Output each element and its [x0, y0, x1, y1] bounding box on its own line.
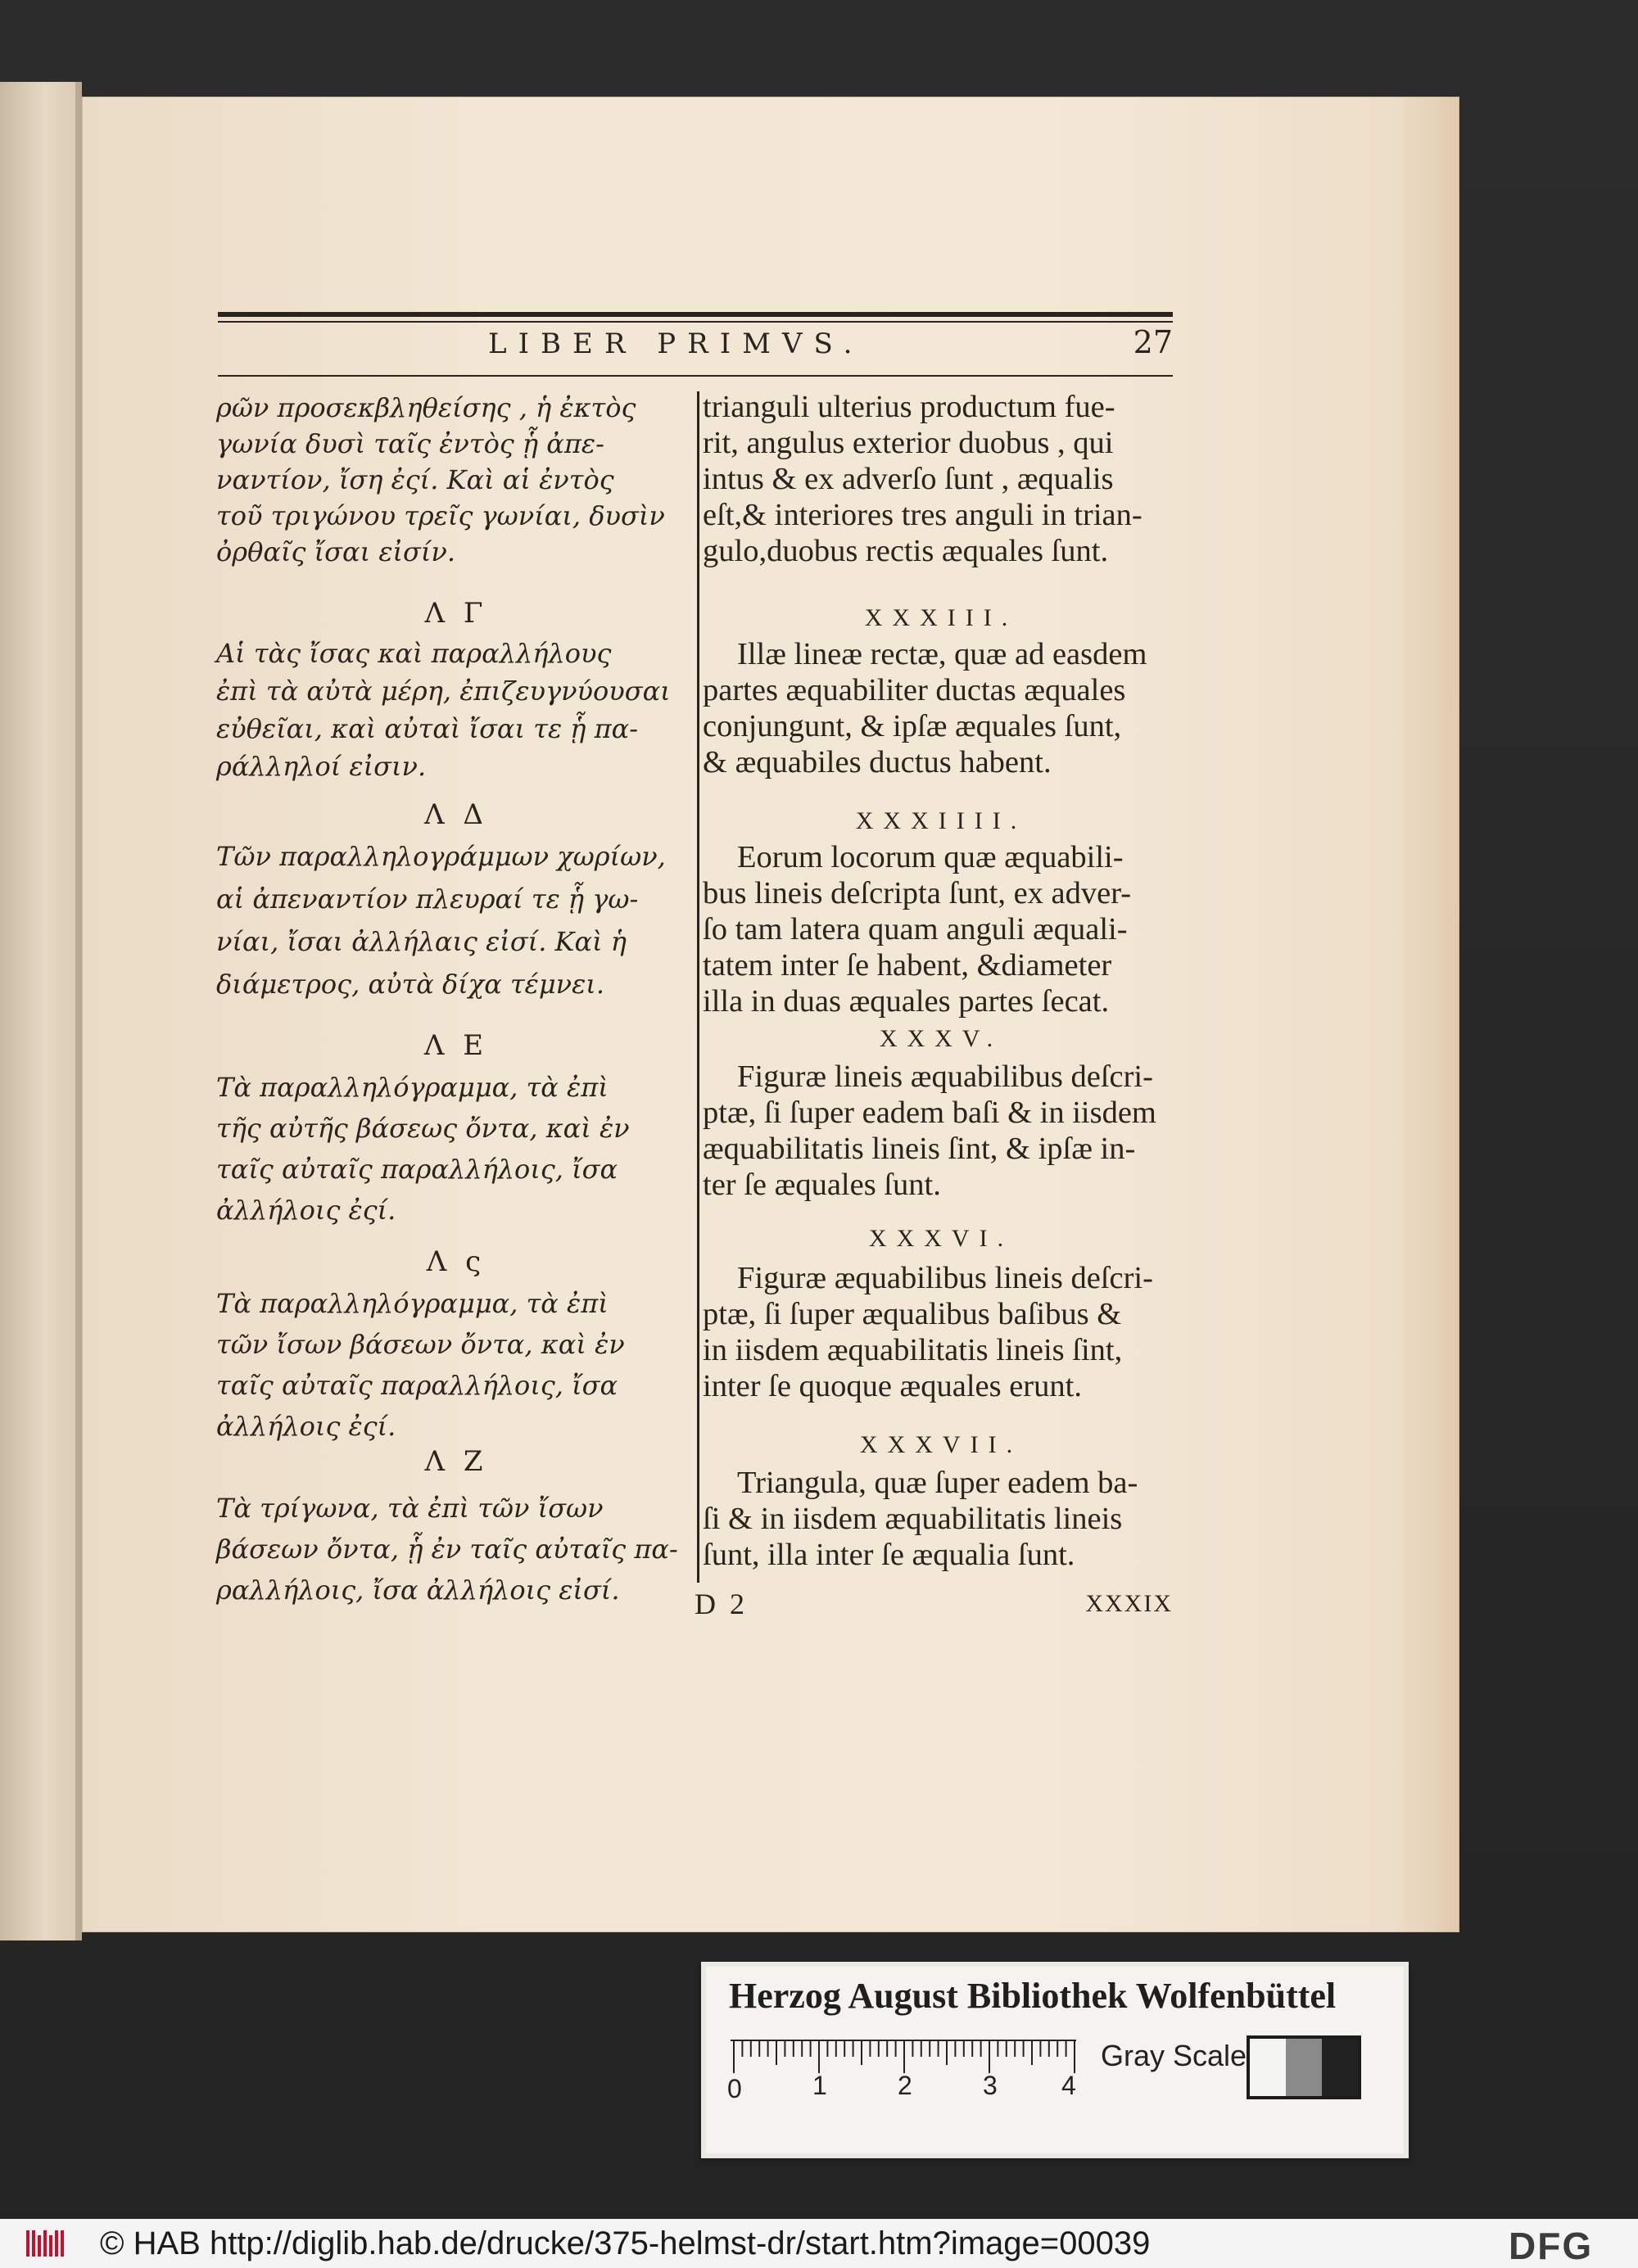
greek-line: ἀλλήλοις ἐςί. — [216, 1195, 396, 1226]
ruler-label-1: 1 — [812, 2071, 827, 2100]
greek-line: ρῶν προσεκβληθείσης , ἡ ἐκτὸς — [216, 392, 636, 423]
greek-line: ἐπὶ τὰ αὐτὰ μέρη, ἐπιζευγνύουσαι — [216, 675, 671, 707]
greek-proposition-heading: Λ ς — [426, 1245, 486, 1278]
ruler-scale — [724, 2035, 1084, 2101]
latin-line: tatem inter ſe habent, &diameter — [703, 948, 1112, 983]
latin-proposition-heading: XXXVI. — [868, 1225, 1014, 1252]
greek-line: νίαι, ἴσαι ἀλλήλαις εἰσί. Καὶ ἡ — [216, 926, 627, 957]
gray-patch-white — [1250, 2039, 1286, 2096]
latin-line: partes æquabiliter ductas æquales — [703, 673, 1126, 707]
column-divider — [697, 391, 699, 1583]
latin-line: illa in duas æquales partes ſecat. — [703, 984, 1110, 1019]
latin-line: ptæ, ſi ſuper æqualibus baſibus & — [703, 1297, 1122, 1331]
greek-line: ραλλήλοις, ἴσα ἀλλήλοις εἰσί. — [216, 1574, 620, 1606]
gray-scale-patches — [1247, 2035, 1361, 2099]
greek-proposition-heading: Λ Ζ — [424, 1445, 488, 1478]
greek-line: Αἱ τὰς ἴσας καὶ παραλλήλους — [216, 638, 612, 669]
latin-line: eſt,& interiores tres anguli in trian- — [703, 498, 1143, 532]
greek-line: ναντίον, ἴση ἐςί. Καὶ αἱ ἐντὸς — [216, 464, 614, 495]
latin-line: gulo,duobus rectis æquales ſunt. — [703, 534, 1109, 568]
latin-line: Triangula, quæ ſuper eadem ba- — [737, 1466, 1138, 1500]
latin-line: bus lineis deſcripta ſunt, ex adver- — [703, 876, 1132, 910]
latin-proposition-heading: XXXVII. — [859, 1431, 1023, 1458]
latin-line: Eorum locorum quæ æquabili- — [737, 840, 1124, 874]
gray-patch-black — [1322, 2039, 1358, 2096]
credit-link[interactable]: © HAB http://diglib.hab.de/drucke/375-helmst-dr/start.htm?image=00039 — [100, 2225, 1151, 2261]
greek-line: ταῖς αὐταῖς παραλλήλοις, ἴσα — [216, 1370, 618, 1401]
latin-line: conjungunt, & ipſæ æquales ſunt, — [703, 709, 1122, 743]
greek-line: Τὰ παραλληλόγραμμα, τὰ ἐπὶ — [216, 1288, 609, 1319]
page-footer — [219, 1587, 1173, 1628]
greek-line: τοῦ τριγώνου τρεῖς γωνίαι, δυσὶν — [216, 500, 665, 531]
credit-bar — [0, 2219, 1638, 2268]
facing-page-edge — [0, 82, 82, 1940]
greek-line: γωνία δυσὶ ταῖς ἐντὸς ᾗ ἀπε- — [216, 428, 604, 459]
latin-line: & æquabiles ductus habent. — [703, 745, 1052, 779]
latin-line: ſo tam latera quam anguli æquali- — [703, 912, 1128, 947]
head-rule-thick — [218, 312, 1173, 317]
library-name: Herzog August Bibliothek Wolfenbüttel — [729, 1976, 1337, 2016]
ruler-label-0: 0 — [727, 2074, 742, 2101]
dfg-logo: DFG — [1509, 2225, 1594, 2267]
latin-line: ſi & in iisdem æquabilitatis lineis — [703, 1502, 1123, 1536]
latin-proposition-heading: XXXIIII. — [855, 807, 1027, 834]
greek-line: ὀρθαῖς ἴσαι εἰσίν. — [216, 536, 456, 567]
greek-proposition-heading: Λ Γ — [424, 597, 488, 630]
greek-line: τῶν ἴσων βάσεων ὄντα, καὶ ἐν — [216, 1329, 625, 1360]
greek-line: ράλληλοί εἰσιν. — [216, 751, 427, 782]
latin-line: ſunt, illa inter ſe æqualia ſunt. — [703, 1538, 1075, 1572]
greek-line: εὐθεῖαι, καὶ αὐταὶ ἴσαι τε ᾗ πα- — [216, 713, 639, 744]
ruler-ticks — [734, 2040, 1075, 2073]
latin-line: ptæ, ſi ſuper eadem baſi & in iisdem — [703, 1096, 1156, 1130]
greek-line: ἀλλήλοις ἐςί. — [216, 1411, 396, 1442]
greek-line: τῆς αὐτῆς βάσεως ὄντα, καὶ ἐν — [216, 1113, 630, 1144]
latin-proposition-heading: XXXIII. — [864, 604, 1018, 631]
running-head — [218, 324, 1173, 368]
running-title: LIBER PRIMVS. — [488, 328, 864, 360]
ruler-label-4: 4 — [1061, 2071, 1076, 2100]
latin-line: trianguli ulterius productum fue- — [703, 390, 1115, 424]
greek-line: Τὰ παραλληλόγραμμα, τὰ ἐπὶ — [216, 1072, 609, 1103]
catchword: XXXIX — [1085, 1590, 1173, 1617]
latin-line: inter ſe quoque æquales erunt. — [703, 1369, 1082, 1403]
ruler-label-2: 2 — [898, 2071, 912, 2100]
latin-proposition-heading: XXXV. — [879, 1025, 1003, 1052]
latin-line: ter ſe æquales ſunt. — [703, 1168, 941, 1202]
latin-line: Illæ lineæ rectæ, quæ ad easdem — [737, 637, 1147, 671]
hab-logo-icon — [25, 2227, 67, 2260]
ruler-label-3: 3 — [983, 2071, 998, 2100]
latin-line: Figuræ lineis æquabilibus deſcri- — [737, 1059, 1153, 1094]
latin-line: rit, angulus exterior duobus , qui — [703, 426, 1114, 460]
greek-line: αἱ ἀπεναντίον πλευραί τε ᾗ γω- — [216, 883, 639, 915]
page-number: 27 — [1133, 324, 1173, 360]
signature-mark: D 2 — [695, 1588, 748, 1620]
page-edge-shading — [1392, 97, 1459, 1932]
greek-line: Τὰ τρίγωνα, τὰ ἐπὶ τῶν ἴσων — [216, 1493, 604, 1524]
gray-scale-label: Gray Scale — [1101, 2039, 1247, 2072]
head-rule-thin — [218, 321, 1173, 323]
latin-line: Figuræ æquabilibus lineis deſcri- — [737, 1261, 1153, 1295]
latin-line: in iisdem æquabilitatis lineis ſint, — [703, 1333, 1123, 1367]
head-rule-bottom — [218, 375, 1173, 377]
greek-proposition-heading: Λ Ε — [423, 1029, 489, 1062]
greek-line: διάμετρος, αὐτὰ δίχα τέμνει. — [216, 969, 604, 1000]
latin-line: æquabilitatis lineis ſint, & ipſæ in- — [703, 1132, 1136, 1166]
greek-line: βάσεων ὄντα, ᾗ ἐν ταῖς αὐταῖς πα- — [216, 1534, 678, 1565]
color-scale-card — [701, 1962, 1409, 2158]
greek-line: ταῖς αὐταῖς παραλλήλοις, ἴσα — [216, 1154, 618, 1185]
greek-proposition-heading: Λ Δ — [424, 798, 488, 831]
gray-patch-mid — [1286, 2039, 1322, 2096]
latin-line: intus & ex adverſo ſunt , æqualis — [703, 462, 1114, 496]
greek-line: Τῶν παραλληλογράμμων χωρίων, — [216, 841, 666, 872]
